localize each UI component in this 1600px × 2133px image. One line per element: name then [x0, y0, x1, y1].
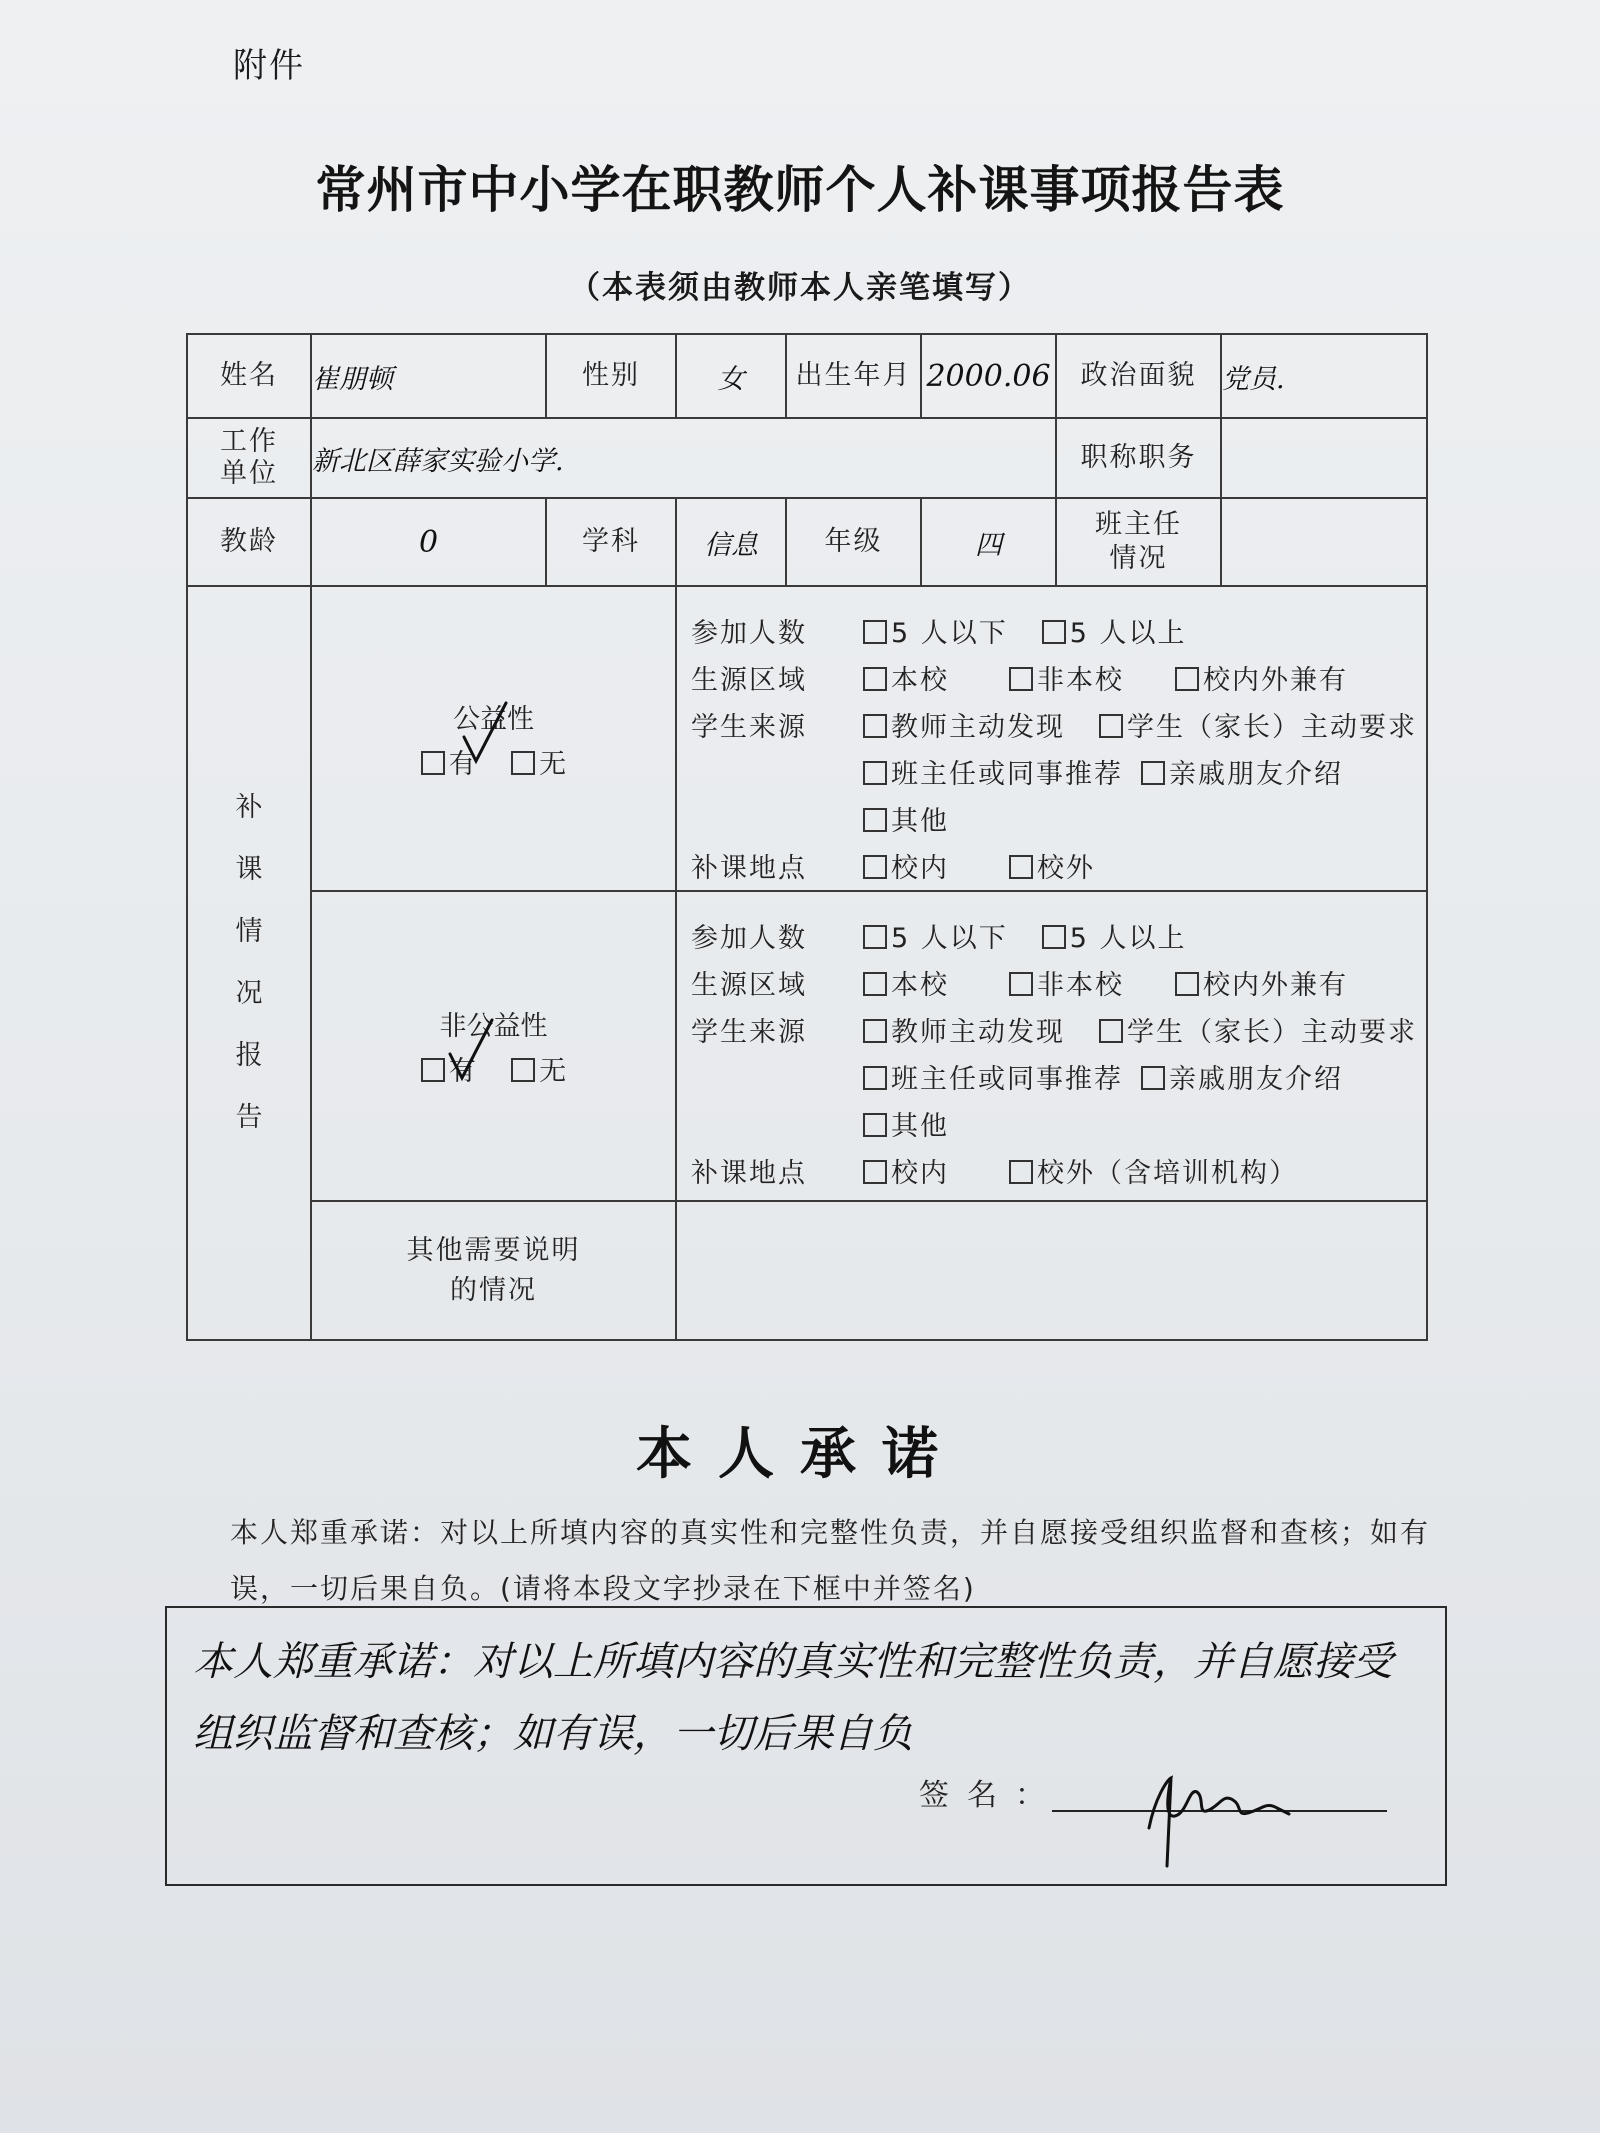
public-source-option-5[interactable] — [863, 799, 949, 838]
option-label: 5 人以上 — [1069, 618, 1187, 649]
report-label-char: 况 — [235, 978, 263, 1009]
checkbox-icon — [863, 714, 887, 738]
nonpublic-count-row — [677, 912, 1426, 959]
option-label: 校外 — [1037, 853, 1095, 884]
public-source-row-1 — [677, 701, 1426, 748]
nonpublic-count-option-1[interactable] — [863, 916, 1008, 955]
public-place-option-1[interactable] — [863, 846, 975, 885]
subject-value: 信息 — [676, 498, 786, 586]
nonpublic-checkmark-icon — [448, 1014, 494, 1084]
option-label: 教师主动发现 — [891, 712, 1065, 743]
birth-value: 2000.06 — [921, 334, 1056, 418]
nonpublic-source-row-2 — [677, 1053, 1426, 1100]
option-label: 校外（含培训机构） — [1037, 1158, 1298, 1189]
nonpublic-has-checkbox[interactable] — [421, 1058, 445, 1082]
option-label: 其他 — [891, 1111, 949, 1142]
checkbox-icon — [863, 620, 887, 644]
nonpublic-source-option-1[interactable] — [863, 1010, 1065, 1049]
nonpublic-options-cell — [676, 891, 1427, 1201]
row-public — [187, 586, 1427, 891]
public-source-option-2[interactable] — [1099, 705, 1417, 744]
nonpublic-source-row-1 — [677, 1006, 1426, 1053]
public-region-option-1[interactable] — [863, 658, 975, 697]
public-source-option-3[interactable] — [863, 752, 1123, 791]
option-label: 亲戚朋友介绍 — [1169, 759, 1343, 790]
political-label: 政治面貌 — [1056, 334, 1221, 418]
public-count-key: 参加人数 — [691, 618, 807, 649]
public-source-option-4[interactable] — [1141, 752, 1343, 791]
title-label: 职称职务 — [1056, 418, 1221, 498]
signature-label: 签名： — [919, 1778, 1063, 1813]
option-label: 班主任或同事推荐 — [891, 759, 1123, 790]
option-label: 班主任或同事推荐 — [891, 1064, 1123, 1095]
nonpublic-place-option-2[interactable] — [1009, 1151, 1298, 1190]
nonpublic-source-option-2[interactable] — [1099, 1010, 1417, 1049]
nonpublic-region-row — [677, 959, 1426, 1006]
option-label: 教师主动发现 — [891, 1017, 1065, 1048]
report-label-char: 补 — [235, 792, 263, 823]
public-options-cell — [676, 586, 1427, 891]
public-category-label: 公益性 — [453, 703, 534, 735]
public-none-checkbox[interactable] — [511, 751, 535, 775]
public-none-label: 无 — [539, 748, 567, 780]
report-form-table — [186, 333, 1428, 1341]
option-label: 5 人以下 — [891, 618, 1008, 649]
handwritten-pledge-box — [165, 1606, 1447, 1886]
other-label-1: 其他需要说明 — [406, 1234, 581, 1266]
option-label: 校内外兼有 — [1203, 970, 1348, 1001]
public-has-label: 有 — [448, 748, 476, 780]
handwritten-pledge: 本人郑重承诺：对以上所填内容的真实性和完整性负责，并自愿接受组织监督和查核；如有误，一切后果自负 — [193, 1639, 1393, 1757]
public-count-row — [677, 607, 1426, 654]
nonpublic-none-label: 无 — [539, 1056, 567, 1087]
row-nonpublic — [187, 891, 1427, 1201]
checkbox-icon — [863, 1113, 887, 1137]
signature-scribble-icon — [1127, 1758, 1317, 1868]
checkbox-icon — [863, 667, 887, 691]
nonpublic-region-option-2[interactable] — [1009, 963, 1141, 1002]
nonpublic-source-option-4[interactable] — [1141, 1057, 1343, 1096]
checkbox-icon — [1042, 925, 1066, 949]
option-label: 本校 — [891, 665, 949, 696]
political-value: 党员. — [1221, 334, 1427, 418]
nonpublic-region-option-1[interactable] — [863, 963, 975, 1002]
checkbox-icon — [863, 1019, 887, 1043]
work-label-1: 工作 — [220, 426, 278, 457]
checkbox-icon — [863, 808, 887, 832]
checkbox-icon — [1009, 1160, 1033, 1184]
form-subtitle: （本表须由教师本人亲笔填写） — [569, 270, 1031, 306]
report-label-char: 告 — [235, 1102, 263, 1133]
option-label: 其他 — [891, 806, 949, 837]
public-place-key: 补课地点 — [691, 853, 807, 884]
checkbox-icon — [863, 925, 887, 949]
option-label: 非本校 — [1037, 970, 1124, 1001]
work-label-2: 单位 — [220, 458, 278, 489]
checkbox-icon — [1141, 1066, 1165, 1090]
row-basic-2 — [187, 418, 1427, 498]
nonpublic-region-key: 生源区域 — [691, 970, 807, 1001]
pledge-text: 本人郑重承诺：对以上所填内容的真实性和完整性负责，并自愿接受组织监督和查核；如有误，一切后果自负。(请将本段文字抄录在下框中并签名) — [230, 1516, 1431, 1605]
public-region-option-3[interactable] — [1175, 658, 1348, 697]
work-label — [187, 418, 311, 498]
birth-label: 出生年月 — [786, 334, 921, 418]
option-label: 非本校 — [1037, 665, 1124, 696]
nonpublic-source-option-5[interactable] — [863, 1104, 949, 1143]
checkbox-icon — [1175, 667, 1199, 691]
nonpublic-source-key: 学生来源 — [691, 1017, 807, 1048]
row-basic-3 — [187, 498, 1427, 586]
nonpublic-count-key: 参加人数 — [691, 923, 807, 954]
public-checkmark-icon — [462, 697, 508, 767]
public-count-option-1[interactable] — [863, 611, 1008, 650]
gender-label: 性别 — [546, 334, 676, 418]
public-place-row — [677, 842, 1426, 889]
option-label: 亲戚朋友介绍 — [1169, 1064, 1343, 1095]
checkbox-icon — [1009, 667, 1033, 691]
nonpublic-region-option-3[interactable] — [1175, 963, 1348, 1002]
checkbox-icon — [863, 1066, 887, 1090]
public-has-checkbox[interactable] — [421, 751, 445, 775]
pledge-heading: 本人承诺 — [636, 1421, 964, 1487]
title-value — [1221, 418, 1427, 498]
checkbox-icon — [1042, 620, 1066, 644]
checkbox-icon — [863, 855, 887, 879]
nonpublic-source-option-3[interactable] — [863, 1057, 1123, 1096]
option-label: 学生（家长）主动要求 — [1127, 1017, 1417, 1048]
other-value — [676, 1201, 1427, 1340]
grade-label: 年级 — [786, 498, 921, 586]
nonpublic-category-label: 非公益性 — [439, 1011, 548, 1042]
option-label: 学生（家长）主动要求 — [1127, 712, 1417, 743]
public-region-row — [677, 654, 1426, 701]
checkbox-icon — [863, 972, 887, 996]
option-label: 本校 — [891, 970, 949, 1001]
option-label: 校内 — [891, 853, 949, 884]
nonpublic-place-row — [677, 1147, 1426, 1194]
headteacher-label-2: 情况 — [1109, 543, 1168, 574]
option-label: 校内 — [891, 1158, 949, 1189]
public-place-option-2[interactable] — [1009, 846, 1095, 885]
public-source-option-1[interactable] — [863, 705, 1065, 744]
nonpublic-category-cell — [311, 891, 676, 1201]
report-label-char: 课 — [235, 854, 263, 885]
annex-label: 附件 — [233, 46, 305, 86]
nonpublic-place-key: 补课地点 — [691, 1158, 807, 1189]
option-label: 校内外兼有 — [1203, 665, 1348, 696]
nonpublic-source-row-3 — [677, 1100, 1426, 1147]
report-label-char: 情 — [235, 916, 263, 947]
teach-years-label: 教龄 — [187, 498, 311, 586]
checkbox-icon — [1099, 1019, 1123, 1043]
headteacher-label-1: 班主任 — [1095, 509, 1182, 540]
public-category-cell — [311, 586, 676, 891]
teach-years-value: 0 — [311, 498, 546, 586]
public-source-row-3 — [677, 795, 1426, 842]
report-vertical-label — [187, 586, 311, 1340]
other-label-2: 的情况 — [450, 1274, 537, 1306]
checkbox-icon — [1099, 714, 1123, 738]
public-source-row-2 — [677, 748, 1426, 795]
public-region-key: 生源区域 — [691, 665, 807, 696]
form-title: 常州市中小学在职教师个人补课事项报告表 — [315, 160, 1285, 219]
checkbox-icon — [1175, 972, 1199, 996]
headteacher-label — [1056, 498, 1221, 586]
checkbox-icon — [1009, 972, 1033, 996]
row-basic-1 — [187, 334, 1427, 418]
checkbox-icon — [863, 1160, 887, 1184]
option-label: 5 人以下 — [891, 923, 1008, 954]
grade-value: 四 — [921, 498, 1056, 586]
work-value: 新北区薛家实验小学. — [311, 418, 1056, 498]
checkbox-icon — [1141, 761, 1165, 785]
subject-label: 学科 — [546, 498, 676, 586]
name-value: 崔朋顿 — [311, 334, 546, 418]
report-label-char: 报 — [235, 1040, 263, 1071]
nonpublic-count-option-2[interactable] — [1042, 916, 1187, 955]
nonpublic-place-option-1[interactable] — [863, 1151, 975, 1190]
checkbox-icon — [1009, 855, 1033, 879]
other-label — [311, 1201, 676, 1340]
nonpublic-none-checkbox[interactable] — [511, 1058, 535, 1082]
name-label: 姓名 — [187, 334, 311, 418]
gender-value: 女 — [676, 334, 786, 418]
option-label: 5 人以上 — [1069, 923, 1187, 954]
public-source-key: 学生来源 — [691, 712, 807, 743]
checkbox-icon — [863, 761, 887, 785]
public-region-option-2[interactable] — [1009, 658, 1141, 697]
nonpublic-has-label: 有 — [448, 1056, 476, 1087]
public-count-option-2[interactable] — [1042, 611, 1187, 650]
signature — [1127, 1758, 1317, 1868]
row-other — [187, 1201, 1427, 1340]
headteacher-value — [1221, 498, 1427, 586]
